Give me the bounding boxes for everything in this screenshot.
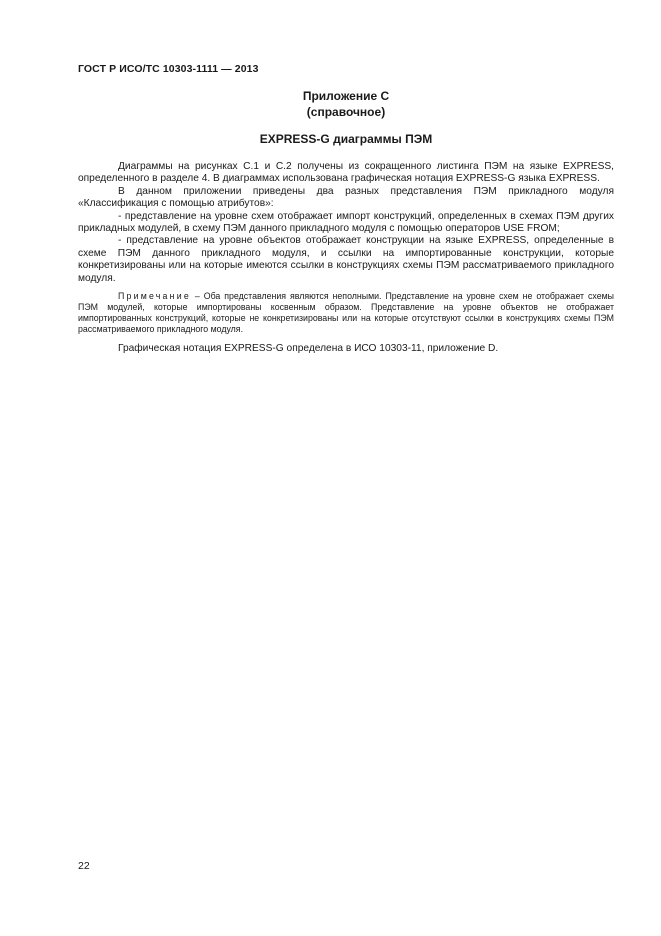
note-text: – Оба представления являются неполными. Представление на уровне схем не отображает схемы ПЭМ модулей, которые импортированы косвенным образом. Представление на уровне объектов не отображает импортированных конструкций, которые не конкретизированы или на которые отсутствуют ссылки в конструкциях схемы ПЭМ рассматриваемого прикладного модуля. (78, 291, 614, 335)
paragraph-representations: В данном приложении приведены два разных представления ПЭМ прикладного модуля «Классификация с помощью атрибутов»: (78, 185, 614, 210)
standard-code-header: ГОСТ Р ИСО/ТС 10303-1111 — 2013 (78, 63, 259, 75)
paragraph-entity-level: - представление на уровне объектов отображает конструкции на языке EXPRESS, определенные в схеме ПЭМ данного прикладного модуля, и ссылки на импортированные конструкции, которые конкретизированы или на которые имеются ссылки в конструкциях схемы ПЭМ рассматриваемого прикладного модуля. (78, 235, 614, 284)
note-paragraph (78, 291, 614, 335)
body-text (78, 161, 614, 355)
paragraph-schema-level: - представление на уровне схем отображает импорт конструкций, определенных в схемах ПЭМ других прикладных модулей, в схему ПЭМ данного прикладного модуля с помощью операторов USE FROM; (78, 210, 614, 235)
note-label: Примечание (118, 291, 191, 302)
page-number: 22 (78, 860, 90, 872)
paragraph-diagrams-intro: Диаграммы на рисунках С.1 и С.2 получены из сокращенного листинга ПЭМ на языке EXPRESS, определенного в разделе 4. В диаграммах использована графическая нотация EXPRESS-G языка EXPRESS. (78, 161, 614, 185)
paragraph-notation-reference: Графическая нотация EXPRESS-G определена в ИСО 10303-11, приложение D. (118, 343, 499, 355)
annex-title: Приложение С (302, 89, 390, 103)
annex-subtitle: (справочное) (306, 105, 386, 119)
section-title: EXPRESS-G диаграммы ПЭМ (259, 132, 433, 146)
